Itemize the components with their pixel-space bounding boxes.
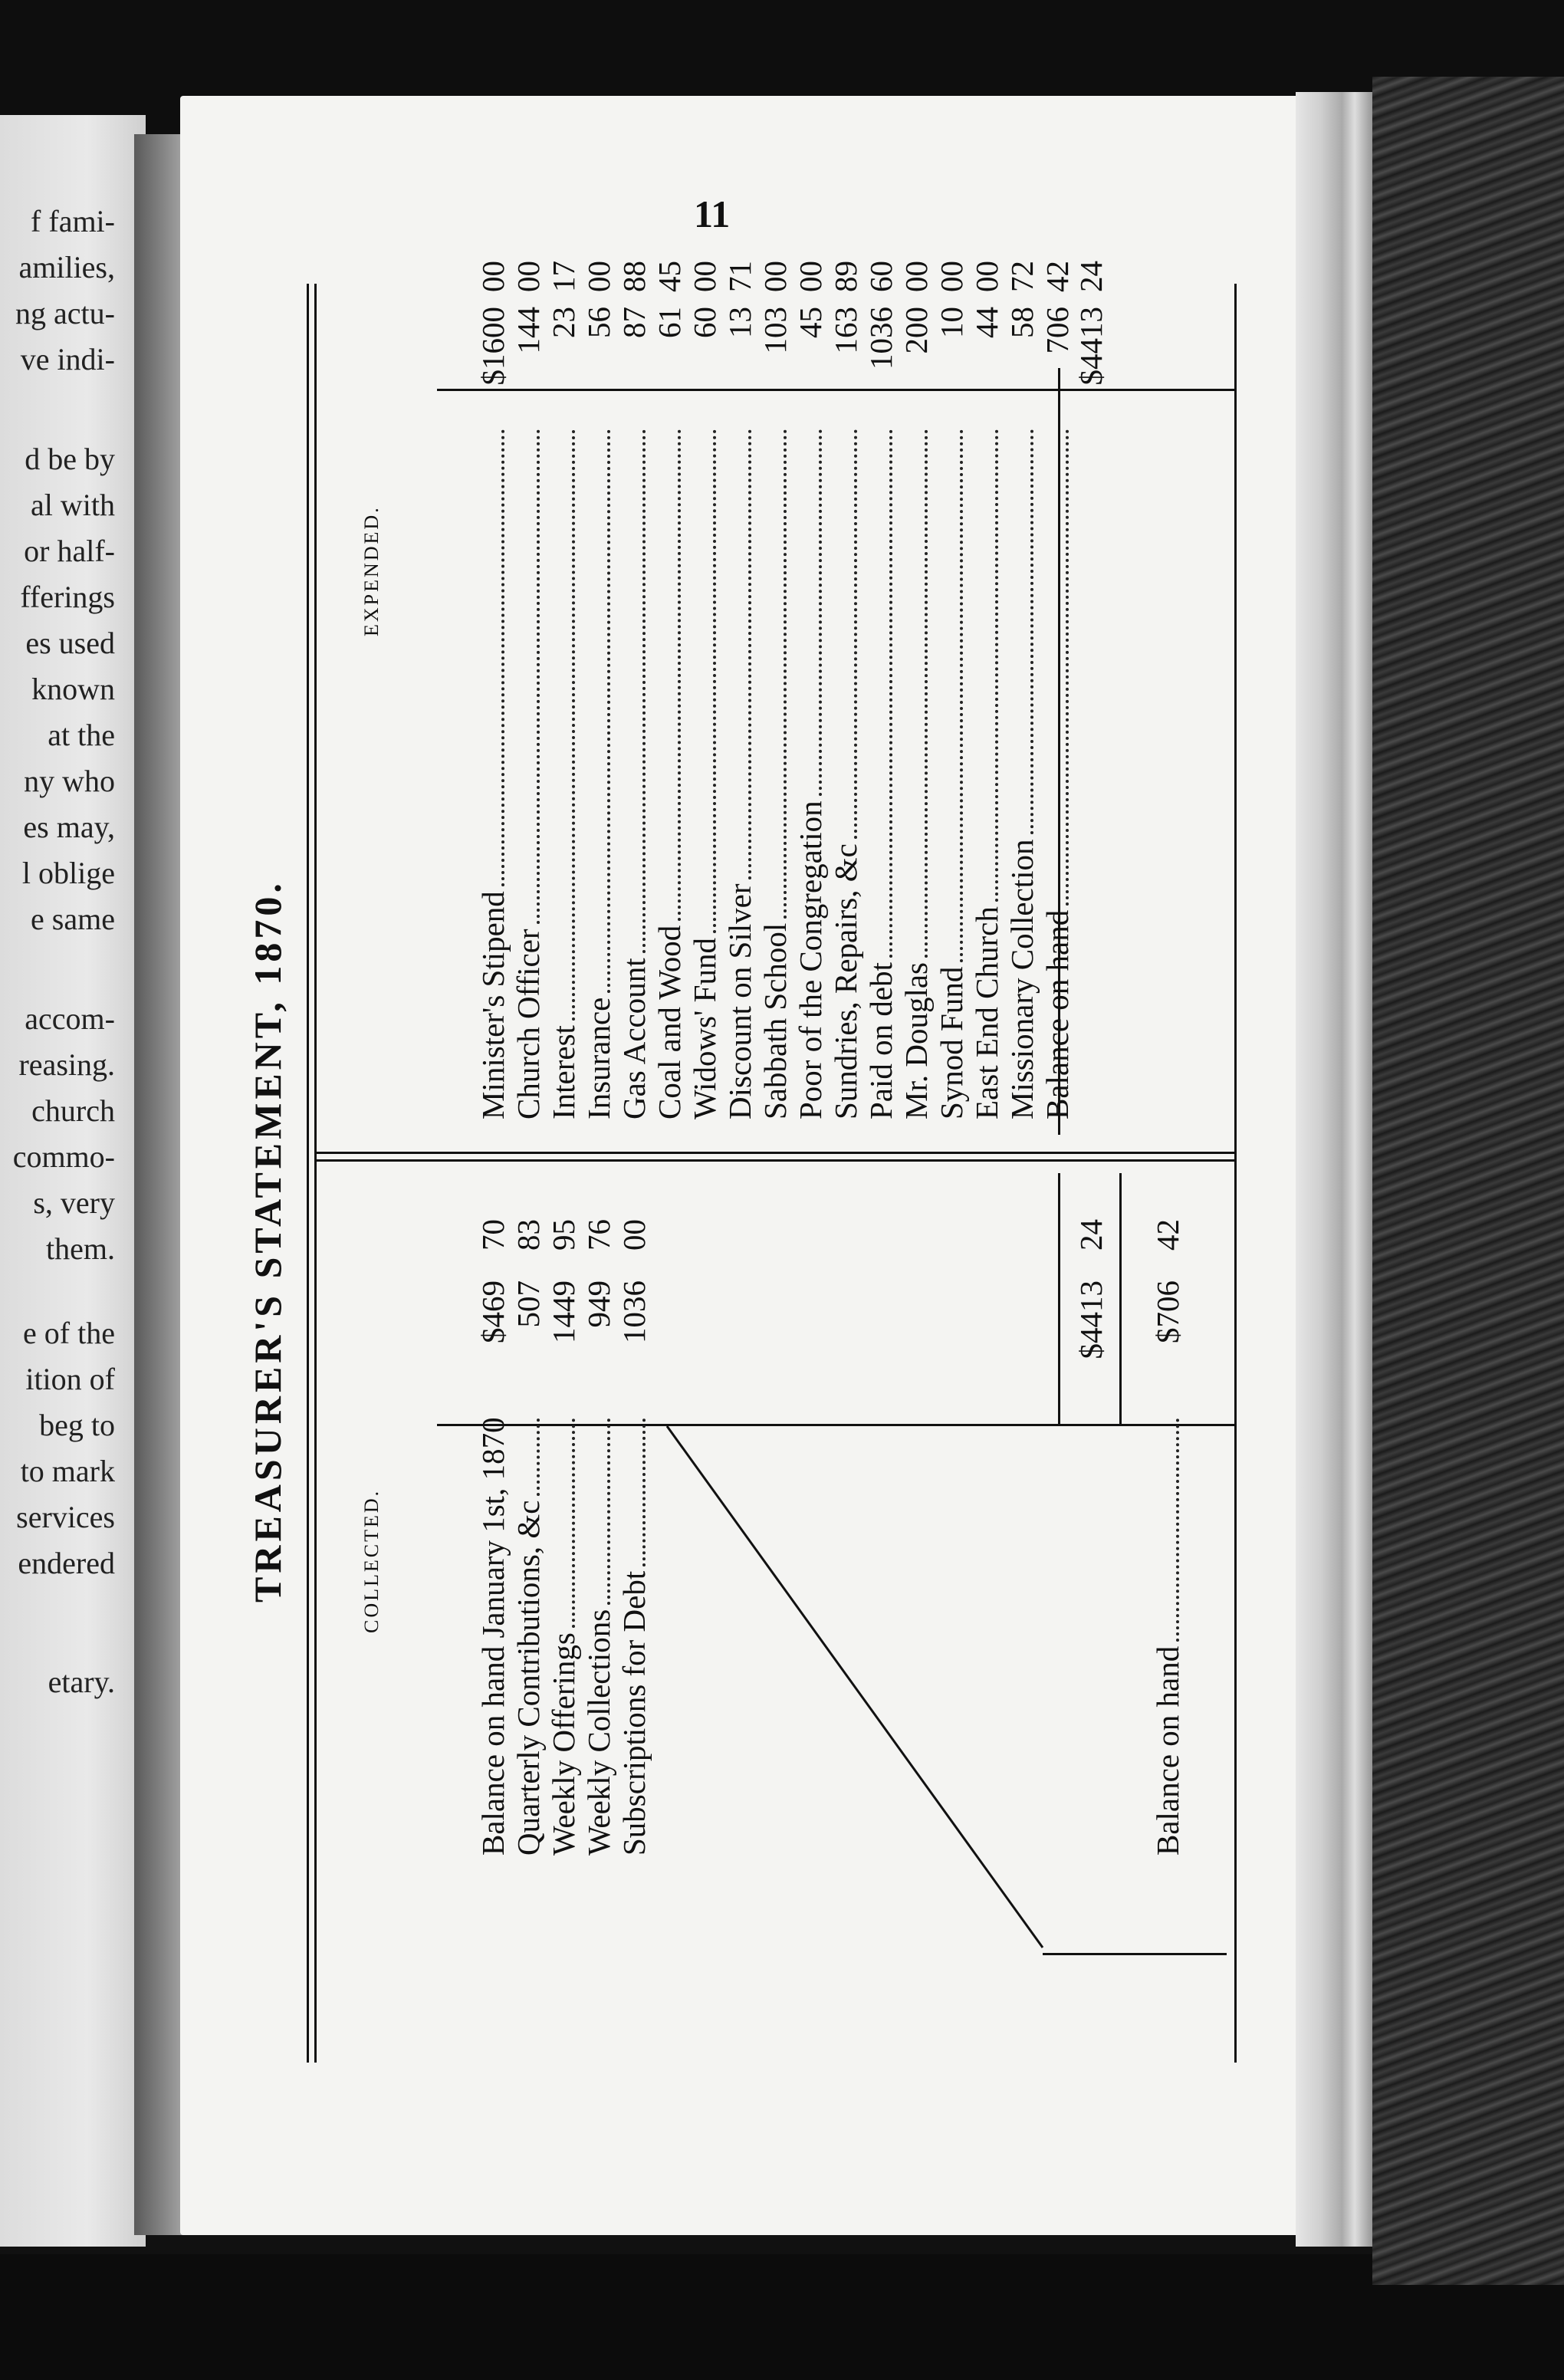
expended-cents: 88: [616, 261, 652, 292]
leader-dots: [960, 429, 963, 962]
leader-dots: [501, 429, 504, 886]
left-page-line: commo-: [12, 1139, 115, 1174]
expended-total-dollars: $4413: [1073, 307, 1109, 386]
leader-dots: [748, 429, 751, 879]
expended-cents: 17: [546, 261, 581, 292]
left-page-line: church: [31, 1093, 115, 1128]
expended-row: [722, 253, 757, 1119]
leader-dots: [1030, 429, 1033, 834]
expended-cents: 71: [722, 261, 757, 292]
leader-dots: [1066, 429, 1069, 906]
cancel-diagonal: [659, 1418, 1089, 1955]
leader-dots: [925, 429, 928, 958]
expended-cents: 00: [934, 261, 969, 292]
center-rule-left: [314, 1159, 1234, 1162]
expended-cents: 00: [581, 261, 616, 292]
expended-row: [546, 253, 581, 1119]
expended-cents: 89: [828, 261, 863, 292]
left-page-line: beg to: [39, 1408, 115, 1442]
collected-balance-dollars: $706: [1150, 1280, 1185, 1343]
expended-cents: 00: [511, 261, 546, 292]
expended-row: [652, 253, 687, 1119]
expended-label: Insurance: [581, 997, 616, 1119]
left-page-line: fferings: [20, 580, 115, 614]
expended-label: Balance on hand: [1040, 909, 1075, 1119]
treasurers-statement: [245, 253, 1273, 2093]
collected-balance-row: [1150, 1165, 1185, 1856]
left-page-line: to mark: [20, 1454, 115, 1488]
leader-dots: [889, 429, 892, 958]
leader-dots: [572, 1418, 575, 1628]
collected-cents: 83: [511, 1219, 546, 1251]
expended-cents: 00: [475, 261, 511, 292]
collected-row: [546, 1165, 581, 1856]
collected-balance-cents: 42: [1150, 1219, 1185, 1251]
left-page-line: ny who: [24, 764, 115, 798]
expended-label: Missionary Collection: [1004, 839, 1040, 1119]
photo-background-bottom: [0, 2254, 1564, 2380]
leader-dots: [995, 429, 998, 902]
expended-total: [1073, 253, 1109, 422]
leader-dots: [854, 429, 857, 839]
leader-dots: [607, 429, 610, 993]
collected-dollars: $469: [475, 1280, 511, 1343]
collected-cents: 95: [546, 1219, 581, 1251]
expended-row: [687, 253, 722, 1119]
expended-row: [616, 253, 652, 1119]
collected-cents: 00: [616, 1219, 652, 1251]
expended-dollars: 45: [793, 307, 828, 338]
expended-dollars: 200: [899, 307, 934, 354]
expended-cents: 00: [899, 261, 934, 292]
collected-label: Weekly Collections: [581, 1609, 616, 1856]
expended-label: Paid on debt: [863, 962, 899, 1119]
leader-dots: [784, 429, 787, 919]
expended-label: Poor of the Congregation: [793, 800, 828, 1119]
expended-row: [828, 253, 863, 1119]
expended-row: [969, 253, 1004, 1119]
left-page-line: s, very: [33, 1185, 115, 1220]
expended-dollars: 13: [722, 307, 757, 338]
expended-label: Minister's Stipend: [475, 891, 511, 1119]
left-page-line: l oblige: [21, 856, 115, 890]
collected-total-cents: 24: [1073, 1219, 1109, 1251]
expended-dollars: 23: [546, 307, 581, 338]
left-page-line: es may,: [23, 810, 115, 844]
expended-dollars: 1036: [863, 307, 899, 370]
expended-row: [757, 253, 793, 1119]
expended-cents: 00: [969, 261, 1004, 292]
left-page-line: e same: [31, 902, 115, 936]
leader-dots: [607, 1418, 610, 1605]
collected-row: [475, 1165, 511, 1856]
expended-row: [581, 253, 616, 1119]
expended-cents: 00: [757, 261, 793, 292]
left-page-line: reasing.: [18, 1047, 115, 1082]
leader-dots: [713, 429, 716, 933]
book-cover: [1372, 77, 1564, 2285]
left-page-line: or half-: [24, 534, 115, 568]
expended-label: Synod Fund: [934, 966, 969, 1119]
left-page-line: accom-: [25, 1001, 115, 1036]
expended-label: Church Officer: [511, 929, 546, 1119]
center-rule-right: [314, 1152, 1234, 1154]
expended-row: [1004, 253, 1040, 1119]
collected-dollars: 1036: [616, 1280, 652, 1343]
left-page-line: es used: [25, 626, 115, 660]
left-page-line: d be by: [25, 442, 115, 476]
expended-cents: 72: [1004, 261, 1040, 292]
expended-label: Sabbath School: [757, 922, 793, 1119]
expended-cents: 60: [863, 261, 899, 292]
expended-dollars: 87: [616, 307, 652, 338]
leader-dots: [642, 1418, 646, 1566]
leader-dots: [642, 429, 646, 953]
collected-balance-label: Balance on hand: [1150, 1645, 1185, 1856]
expended-row: [511, 253, 546, 1119]
expended-label: Sundries, Repairs, &c: [828, 843, 863, 1119]
collected-row: [616, 1165, 652, 1856]
expended-row: [793, 253, 828, 1119]
expended-label: Widows' Fund: [687, 938, 722, 1119]
left-page-line: services: [16, 1500, 115, 1534]
expended-dollars: 103: [757, 307, 793, 354]
expended-dollars: 58: [1004, 307, 1040, 338]
left-page-line: known: [31, 672, 115, 706]
expended-row: [475, 253, 511, 1119]
leader-dots: [1176, 1418, 1179, 1642]
leader-dots: [678, 429, 681, 921]
expended-dollars: 163: [828, 307, 863, 354]
left-page: [0, 115, 146, 2247]
expended-dollars: 56: [581, 307, 616, 338]
expended-dollars: 61: [652, 307, 687, 338]
collected-total-dollars: $4413: [1073, 1280, 1109, 1359]
collected-row: [581, 1165, 616, 1856]
expended-label: Mr. Douglas: [899, 962, 934, 1119]
expended-dollars: 44: [969, 307, 1004, 338]
expended-label: Coal and Wood: [652, 925, 687, 1119]
expended-row: [899, 253, 934, 1119]
collected-label: Subscriptions for Debt: [616, 1570, 652, 1856]
expended-cents: 00: [687, 261, 722, 292]
bottom-rule: [1234, 284, 1237, 2063]
collected-label: Quarterly Contributions, &c: [511, 1500, 546, 1856]
expended-label: Interest: [546, 1025, 581, 1119]
expended-row: [934, 253, 969, 1119]
expended-cents: 00: [793, 261, 828, 292]
collected-cents: 70: [475, 1219, 511, 1251]
collected-heading: COLLECTED.: [360, 1488, 383, 1633]
collected-dollars: 507: [511, 1280, 546, 1328]
expended-label: Gas Account: [616, 958, 652, 1119]
collected-dollars: 1449: [546, 1280, 581, 1343]
left-page-line: ng actu-: [15, 296, 115, 330]
leader-dots: [537, 429, 540, 924]
left-page-line: ve indi-: [20, 342, 115, 376]
left-page-line: amilies,: [18, 250, 115, 284]
left-page-line: e of the: [23, 1316, 115, 1350]
left-page-line: al with: [31, 488, 115, 522]
top-rule-inner: [314, 284, 317, 2063]
statement-title: TREASURER'S STATEMENT, 1870.: [246, 879, 289, 1603]
diagonal-line: [667, 1426, 1043, 1948]
expended-dollars: 706: [1040, 307, 1075, 354]
expended-cents: 42: [1040, 261, 1075, 292]
expended-row: [1040, 253, 1075, 1119]
collected-total: [1073, 1181, 1109, 1411]
collected-label: Weekly Offerings: [546, 1632, 581, 1856]
collected-total-rule-2: [1119, 1173, 1122, 1426]
left-page-line: endered: [18, 1546, 115, 1580]
left-page-line: at the: [48, 718, 115, 752]
collected-total-rule: [1058, 1173, 1060, 1426]
leader-dots: [572, 429, 575, 1021]
expended-dollars: $1600: [475, 307, 511, 386]
page-number: 11: [694, 192, 731, 235]
expended-dollars: 60: [687, 307, 722, 338]
expended-total-cents: 24: [1073, 261, 1109, 292]
leader-dots: [819, 429, 822, 796]
collected-cents: 76: [581, 1219, 616, 1251]
expended-label: East End Church: [969, 906, 1004, 1119]
expended-dollars: 144: [511, 307, 546, 354]
expended-row: [863, 253, 899, 1119]
expended-label: Discount on Silver: [722, 883, 757, 1119]
left-page-line: f fami-: [31, 204, 115, 238]
collected-dollars: 949: [581, 1280, 616, 1328]
left-page-line: etary.: [48, 1665, 115, 1699]
left-page-line: ition of: [25, 1362, 115, 1396]
top-rule-outer: [307, 284, 309, 2063]
expended-dollars: 10: [934, 307, 969, 338]
page-edges: [1296, 92, 1380, 2247]
leader-dots: [537, 1418, 540, 1496]
left-page-line: them.: [46, 1231, 115, 1266]
collected-label: Balance on hand January 1st, 1870: [475, 1417, 511, 1856]
expended-heading: EXPENDED.: [360, 505, 383, 636]
collected-row: [511, 1165, 546, 1856]
expended-cents: 45: [652, 261, 687, 292]
